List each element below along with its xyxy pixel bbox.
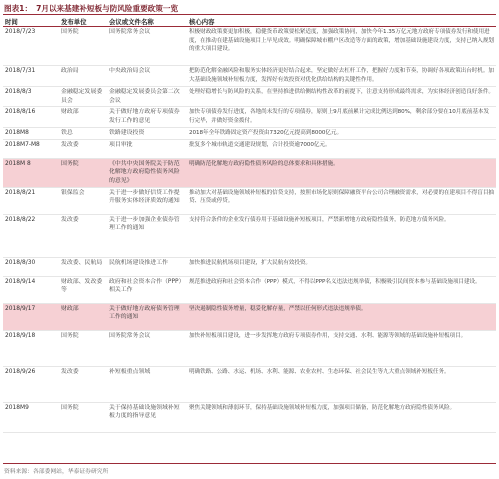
row-document: 金融稳定发展委员会第二次会议 bbox=[107, 87, 187, 107]
row-document: 铁路建设投资 bbox=[107, 128, 187, 140]
table-row bbox=[3, 330, 496, 366]
row-content: 处理好稳增长与防风险的关系，在坚持推进供给侧结构性改革的前提下，注意支持形成最终需求，为实体经济创造良好条件。 bbox=[187, 87, 496, 107]
table-row bbox=[3, 257, 496, 276]
table-row bbox=[3, 158, 496, 187]
row-agency: 发改委 bbox=[59, 366, 107, 402]
row-agency: 国务院 bbox=[59, 27, 107, 66]
row-content: 规范推进政府和社会资本合作（PPP）模式，不得以PPP名义违法违规举债，积极吸引民间资本参与基础设施项目建设。 bbox=[187, 276, 496, 303]
title-divider bbox=[3, 14, 496, 15]
policy-table bbox=[3, 16, 496, 433]
row-content: 加快补短板项目建设，进一步发挥地方政府专项债券作用，支持交通、水利、能源等领域的基础设施补短板项目。 bbox=[187, 330, 496, 366]
row-content: 支持符合条件的企业发行债券用于基础设施补短板项目，严禁新增地方政府隐性债务，防范地方债务风险。 bbox=[187, 214, 496, 257]
table-row bbox=[3, 187, 496, 214]
table-row bbox=[3, 214, 496, 257]
row-time: 2018M 8 bbox=[3, 158, 59, 187]
row-document: 政府和社会资本合作（PPP）相关工作 bbox=[107, 276, 187, 303]
row-document: 项目审批 bbox=[107, 139, 187, 158]
row-agency: 政治局 bbox=[59, 66, 107, 87]
table-row bbox=[3, 366, 496, 402]
row-content: 推动加大对基础设施领域补短板的信贷支持，按照市场化原则保障融资平台公司合理融资需求，对必要的在建项目不得盲目抽贷、压贷或停贷。 bbox=[187, 187, 496, 214]
footer-divider bbox=[3, 463, 496, 464]
row-time: 2018/8/3 bbox=[3, 87, 59, 107]
table-row bbox=[3, 66, 496, 87]
row-time: 2018/7/31 bbox=[3, 66, 59, 87]
row-time: 2018/9/26 bbox=[3, 366, 59, 402]
row-content: 2018年全年铁路固定资产投资由7320亿元提高到8000亿元。 bbox=[187, 128, 496, 140]
row-time: 2018/9/18 bbox=[3, 330, 59, 366]
row-agency: 发改委 bbox=[59, 214, 107, 257]
table-row bbox=[3, 128, 496, 140]
row-time: 2018M7-M8 bbox=[3, 139, 59, 158]
row-agency: 国务院 bbox=[59, 330, 107, 366]
table-row bbox=[3, 303, 496, 330]
row-time: 2018/8/21 bbox=[3, 187, 59, 214]
row-content: 加快推进民航机场项目建设，扩大民航有效投资。 bbox=[187, 257, 496, 276]
row-document: 关于做好地方政府专项债券发行工作的意见 bbox=[107, 107, 187, 128]
table-row bbox=[3, 402, 496, 432]
column-header-time: 时间 bbox=[3, 16, 59, 27]
row-content: 坚决遏制隐性债务增量，稳妥化解存量，严禁以任何形式违法违规举债。 bbox=[187, 303, 496, 330]
column-header-document: 会议或文件名称 bbox=[107, 16, 187, 27]
row-document: 国务院常务会议 bbox=[107, 330, 187, 366]
row-agency: 国务院 bbox=[59, 158, 107, 187]
row-document: 关于做好地方政府债务管理工作的通知 bbox=[107, 303, 187, 330]
table-row bbox=[3, 276, 496, 303]
row-time: 2018/8/16 bbox=[3, 107, 59, 128]
row-agency: 财政部、发改委等 bbox=[59, 276, 107, 303]
column-header-agency: 发布单位 bbox=[59, 16, 107, 27]
row-document: 关于保持基础设施领域补短板力度的指导意见 bbox=[107, 402, 187, 432]
row-agency: 铁总 bbox=[59, 128, 107, 140]
figure-title-text: 7月以来基建补短板与防风险重要政策一览 bbox=[36, 4, 179, 13]
table-header-row bbox=[3, 16, 496, 27]
table-row bbox=[3, 107, 496, 128]
row-agency: 发改委 bbox=[59, 139, 107, 158]
row-content: 积极财政政策要更加积极，稳健货币政策要松紧适度，加强政策协同，加快今年1.35万亿元地方政府专项债券发行和使用进度，在推动在建基础设施项目上早见成效。明确保障城市棚户区改造等方面的政策，增加基础设施建设力度，支持已纳入规划的重大项目建设。 bbox=[187, 27, 496, 66]
table-row bbox=[3, 139, 496, 158]
row-content: 明确防范化解地方政府隐性债务风险的总体要求和具体措施。 bbox=[187, 158, 496, 187]
row-document: 补短板重点领域 bbox=[107, 366, 187, 402]
row-agency: 国务院 bbox=[59, 402, 107, 432]
row-content: 聚焦关键领域和薄弱环节，保持基础设施领域补短板力度，加强项目储备，防范化解地方政府隐性债务风险。 bbox=[187, 402, 496, 432]
row-content: 把防范化解金融风险和服务实体经济更好结合起来，坚定做好去杠杆工作，把握好力度和节奏，协调好各项政策出台时机。加大基础设施领域补短板力度，发挥好有效投资对优化供给结构的关键性作用。 bbox=[187, 66, 496, 87]
row-agency: 金融稳定发展委员会 bbox=[59, 87, 107, 107]
table-row bbox=[3, 87, 496, 107]
row-time: 2018/8/30 bbox=[3, 257, 59, 276]
row-agency: 财政部 bbox=[59, 303, 107, 330]
row-content: 批复多个城市轨道交通建设规划，合计投资逾7000亿元。 bbox=[187, 139, 496, 158]
row-time: 2018M9 bbox=[3, 402, 59, 432]
row-agency: 财政部 bbox=[59, 107, 107, 128]
row-time: 2018/7/23 bbox=[3, 27, 59, 66]
row-content: 明确铁路、公路、水运、机场、水利、能源、农业农村、生态环保、社会民生等九大重点领域补短板任务。 bbox=[187, 366, 496, 402]
row-document: 民航机场建设推进工作 bbox=[107, 257, 187, 276]
source-note: 资料来源：各部委网站，华泰证券研究所 bbox=[4, 469, 109, 475]
row-time: 2018/8/22 bbox=[3, 214, 59, 257]
row-document: 《中共中央国务院关于防范化解地方政府隐性债务风险的意见》 bbox=[107, 158, 187, 187]
table-body bbox=[3, 27, 496, 433]
column-header-content: 核心内容 bbox=[187, 16, 496, 27]
row-document: 关于进一步加强企业债券管理工作的通知 bbox=[107, 214, 187, 257]
row-document: 关于进一步做好信贷工作提升服务实体经济质效的通知 bbox=[107, 187, 187, 214]
row-agency: 银保监会 bbox=[59, 187, 107, 214]
row-time: 2018M8 bbox=[3, 128, 59, 140]
row-time: 2018/9/14 bbox=[3, 276, 59, 303]
row-agency: 发改委、民航局 bbox=[59, 257, 107, 276]
row-time: 2018/9/17 bbox=[3, 303, 59, 330]
figure-label: 图表1： bbox=[4, 4, 33, 13]
table-row bbox=[3, 27, 496, 66]
row-document: 国务院常务会议 bbox=[107, 27, 187, 66]
row-content: 加快专项债券发行进度，各地尚未发行的专项债券，原则上9月底前累计完成比例达到80%，剩余部分要在10月底前基本发行完毕，并做好资金拨付。 bbox=[187, 107, 496, 128]
row-document: 中央政治局会议 bbox=[107, 66, 187, 87]
